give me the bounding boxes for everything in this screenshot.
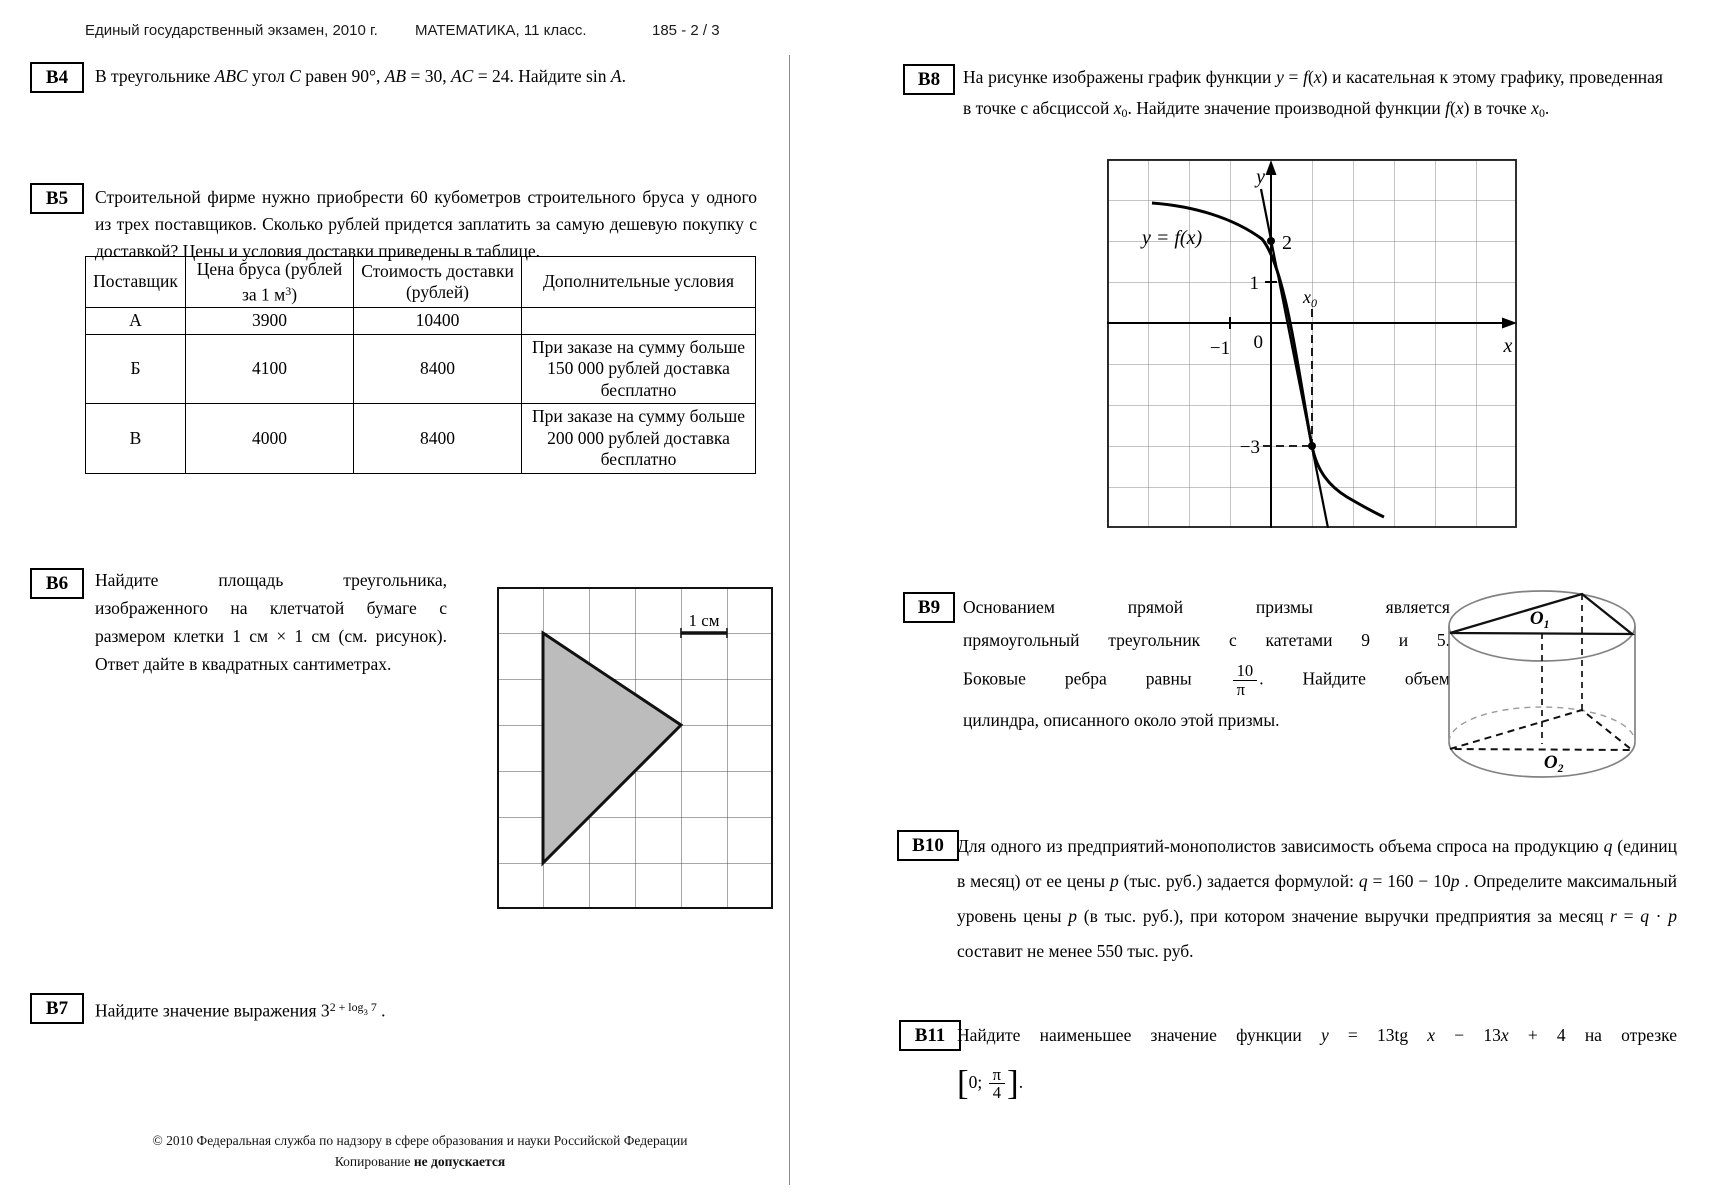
problem-label-b10: В10 — [897, 830, 959, 861]
problem-label-b11: В11 — [899, 1020, 961, 1051]
b6-text-line: Ответ дайте в квадратных сантиметрах. — [95, 654, 392, 674]
y-tick-label: 1 — [1249, 273, 1259, 294]
tangent-y-intercept-point — [1267, 237, 1275, 245]
b5-suppliers-table — [85, 256, 756, 474]
problem-label-b9: В9 — [903, 592, 955, 623]
tangent-point-label: −3 — [1239, 437, 1260, 458]
b9-text-line: Основанием прямой призмы является — [963, 597, 1450, 617]
problem-text-b9 — [963, 591, 1450, 737]
problem-text-b11-interval: [0; $\frac{\pi}{4}$ ]. — [957, 1063, 1024, 1103]
problem-text-b6 — [95, 566, 447, 678]
problem-label-b6: В6 — [30, 568, 84, 599]
header-exam-title: Единый государственный экзамен, 2010 г. — [85, 22, 378, 39]
cell-delivery: 10400 — [354, 308, 522, 335]
b6-text-line: изображенного на клетчатой бумаге с — [95, 598, 447, 618]
problem-label-b8: В8 — [903, 64, 955, 95]
b9-text-line: цилиндра, описанного около этой призмы. — [963, 709, 1280, 730]
footer-notice: Копирование не допускается — [334, 1154, 506, 1169]
top-center-label: O₁ — [1529, 608, 1551, 629]
x-axis-label: x — [1503, 335, 1513, 357]
cell-conditions — [522, 308, 756, 335]
problem-label-b4: В4 — [30, 62, 84, 93]
cell-supplier: Б — [86, 334, 186, 404]
tangent-touch-point — [1308, 442, 1316, 450]
problem-text-b8: На рисунке изображены график функции y = f(x) и касательная к этому графику, проведенная в точке с абсциссой x0. Найдите значение производной функции f(x) в точке x0. — [963, 67, 1663, 120]
x0-label: $x_0$ — [1303, 287, 1317, 310]
bottom-center-label: O₂ — [1543, 752, 1565, 773]
col-header-supplier: Поставщик — [86, 257, 186, 308]
graph-grid — [1107, 159, 1517, 528]
col-header-delivery: Стоимость доставки (рублей) — [354, 257, 522, 308]
origin-label: 0 — [1253, 332, 1263, 353]
cell-price: 4100 — [186, 334, 354, 404]
problem-label-b5: В5 — [30, 183, 84, 214]
column-divider — [789, 55, 790, 1185]
cell-price: 3900 — [186, 308, 354, 335]
problem-text-b11-line1: Найдите наименьшее значение функции y = 13tg x − 13x + 4 на отрезке — [957, 1025, 1677, 1045]
y-axis-label: y — [1256, 166, 1265, 188]
b9-cylinder-figure — [1442, 584, 1702, 819]
cell-delivery: 8400 — [354, 404, 522, 474]
scale-label: 1 см — [688, 611, 720, 630]
cell-supplier: А — [86, 308, 186, 335]
b6-text-line: размером клетки 1 см × 1 см (см. рисунок). — [95, 626, 447, 646]
table-row — [86, 334, 756, 404]
cell-delivery: 8400 — [354, 334, 522, 404]
cell-supplier: В — [86, 404, 186, 474]
b9-text-line: прямоугольный треугольник с катетами 9 и 5. — [963, 630, 1450, 650]
problem-text-b4: В треугольнике ABC угол C равен 90°, AB = 30, AC = 24. Найдите sin A. — [95, 66, 626, 86]
b6-text-line: Найдите площадь треугольника, — [95, 570, 447, 590]
page-footer — [60, 1130, 780, 1172]
problem-label-b7: В7 — [30, 993, 84, 1024]
b8-derivative-graph — [1107, 159, 1517, 528]
cylinder-bottom-front-arc — [1449, 742, 1635, 777]
footer-copyright: © 2010 Федеральная служба по надзору в сфере образования и науки Российской Федерации — [152, 1133, 688, 1148]
cell-conditions: При заказе на сумму больше 200 000 рублей доставка бесплатно — [522, 404, 756, 474]
header-page-ref: 185 - 2 / 3 — [652, 22, 720, 39]
col-header-conditions: Дополнительные условия — [522, 257, 756, 308]
col-header-price: Цена бруса (рублей за 1 $м^3$) — [186, 257, 354, 308]
cell-price: 4000 — [186, 404, 354, 474]
header-subject: МАТЕМАТИКА, 11 класс. — [415, 22, 587, 39]
x-tick-label: −1 — [1209, 338, 1231, 359]
table-row — [86, 308, 756, 335]
problem-text-b7: Найдите значение выражения $3^{2 + log}3$ $^7$ . — [95, 1000, 386, 1021]
b6-grid-figure — [497, 587, 773, 909]
table-header-row — [86, 257, 756, 308]
b9-text-line: Боковые ребра равны $\frac{10}{\pi}$ . Найдите объем — [963, 661, 1450, 699]
cell-conditions: При заказе на сумму больше 150 000 рублей доставка бесплатно — [522, 334, 756, 404]
problem-text-b10: Для одного из предприятий-монополистов зависимость объема спроса на продукцию q (единиц в месяц) от ее цены p (тыс. руб.) задается формулой: q = 160 − 10p . Определите максимальный уровень цены p (в тыс. руб.), при котором значение выручки предприятия за месяц r = q · p составит не менее 550 тыс. руб. — [957, 836, 1677, 961]
problem-text-b5: Строительной фирме нужно приобрести 60 кубометров строительного бруса у одного из трех поставщиков. Сколько рублей придется заплатить за самую дешевую покупку с доставкой? Цены и условия доставки приведены в таблице. — [95, 187, 757, 261]
curve-label: y = f(x) — [1142, 227, 1203, 249]
intercept-label: 2 — [1282, 232, 1292, 254]
table-row — [86, 404, 756, 474]
